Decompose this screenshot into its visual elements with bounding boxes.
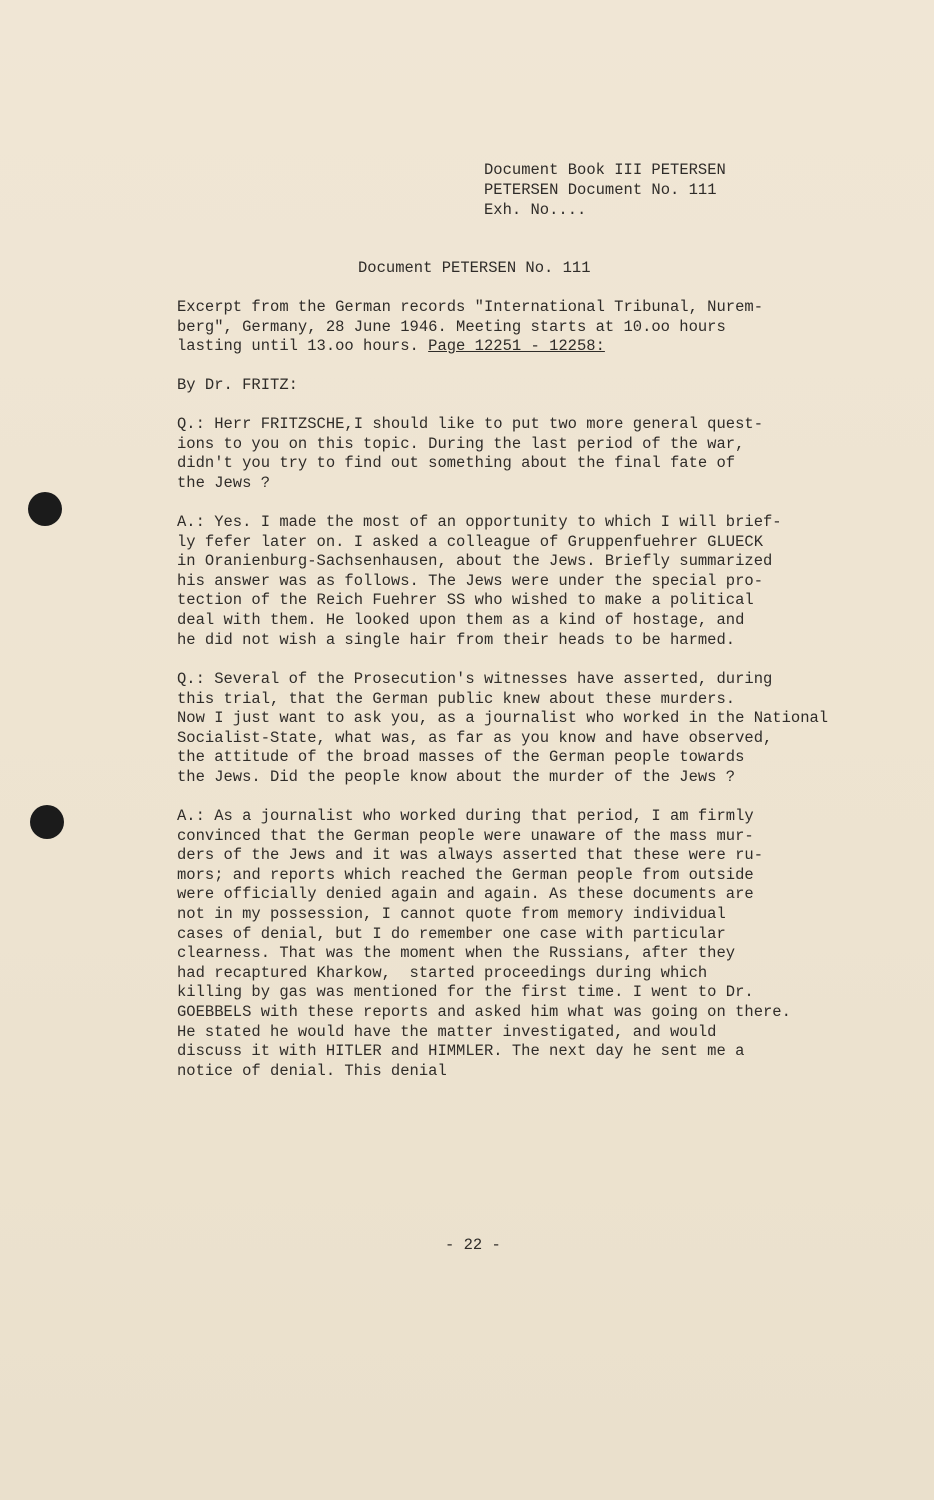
header-line-document-no: PETERSEN Document No. 111 <box>484 181 717 199</box>
excerpt-paragraph <box>177 298 817 357</box>
answer-line: GOEBBELS with these reports and asked him what was going on there. <box>177 1002 791 1021</box>
answer-line: A.: As a journalist who worked during that period, I am firmly <box>177 807 754 825</box>
answer-line: killing by gas was mentioned for the first time. I went to Dr. <box>177 983 754 1002</box>
excerpt-line: berg", Germany, 28 June 1946. Meeting starts at 10.oo hours <box>177 317 726 336</box>
answer-line: notice of denial. This denial <box>177 1061 447 1080</box>
answer-line: in Oranienburg-Sachsenhausen, about the Jews. Briefly summarized <box>177 552 773 571</box>
answer-line: discuss it with HITLER and HIMMLER. The next day he sent me a <box>177 1042 745 1061</box>
answer-line: ly fefer later on. I asked a colleague of Gruppenfuehrer GLUECK <box>177 532 763 551</box>
answer-1-paragraph <box>177 513 817 650</box>
question-2-paragraph <box>177 670 829 788</box>
answer-line: cases of denial, but I do remember one case with particular <box>177 924 726 943</box>
answer-line: convinced that the German people were unaware of the mass mur- <box>177 826 754 845</box>
question-1-paragraph <box>177 415 817 493</box>
question-line: Q.: Herr FRITZSCHE,I should like to put two more general quest- <box>177 415 763 433</box>
page-range-reference: Page 12251 - 12258: <box>428 337 605 356</box>
answer-line: ders of the Jews and it was always asserted that these were ru- <box>177 846 763 865</box>
question-line: Q.: Several of the Prosecution's witnesses have asserted, during <box>177 670 773 688</box>
punch-hole-lower <box>30 805 64 839</box>
document-reference-header <box>484 160 726 220</box>
question-line: Socialist-State, what was, as far as you know and have observed, <box>177 728 773 747</box>
examiner-line <box>177 376 817 396</box>
excerpt-line-prefix: lasting until 13.oo hours. <box>177 337 429 356</box>
answer-line: he did not wish a single hair from their heads to be harmed. <box>177 630 736 649</box>
answer-line: had recaptured Kharkow, started proceedings during which <box>177 963 708 982</box>
question-line: the attitude of the broad masses of the German people towards <box>177 748 745 767</box>
answer-line: tection of the Reich Fuehrer SS who wished to make a political <box>177 591 754 610</box>
answer-2-paragraph <box>177 807 817 1081</box>
punch-hole-upper <box>28 492 62 526</box>
question-line: this trial, that the German public knew about these murders. <box>177 689 736 708</box>
excerpt-line <box>177 337 817 357</box>
answer-line: A.: Yes. I made the most of an opportunity to which I will brief- <box>177 513 782 531</box>
answer-line: deal with them. He looked upon them as a kind of hostage, and <box>177 610 745 629</box>
question-line: Now I just want to ask you, as a journalist who worked in the National <box>177 709 829 728</box>
document-title-text: Document PETERSEN No. 111 <box>358 259 591 277</box>
answer-line: his answer was as follows. The Jews were under the special pro- <box>177 571 763 590</box>
question-line: didn't you try to find out something about the final fate of <box>177 454 736 473</box>
examiner-text: By Dr. FRITZ: <box>177 376 298 394</box>
page-number-text: - 22 - <box>445 1236 501 1254</box>
answer-line: not in my possession, I cannot quote from memory individual <box>177 904 726 923</box>
question-line: the Jews. Did the people know about the murder of the Jews ? <box>177 767 736 786</box>
answer-line: He stated he would have the matter investigated, and would <box>177 1022 717 1041</box>
answer-line: mors; and reports which reached the German people from outside <box>177 865 754 884</box>
excerpt-line: Excerpt from the German records "International Tribunal, Nurem- <box>177 298 763 316</box>
question-line: ions to you on this topic. During the last period of the war, <box>177 434 745 453</box>
header-line-book: Document Book III PETERSEN <box>484 161 726 179</box>
header-line-exhibit: Exh. No.... <box>484 201 587 219</box>
answer-line: clearness. That was the moment when the Russians, after they <box>177 944 736 963</box>
question-line: the Jews ? <box>177 473 271 492</box>
document-title <box>358 258 591 278</box>
answer-line: were officially denied again and again. As these documents are <box>177 885 754 904</box>
page-number <box>445 1235 501 1255</box>
